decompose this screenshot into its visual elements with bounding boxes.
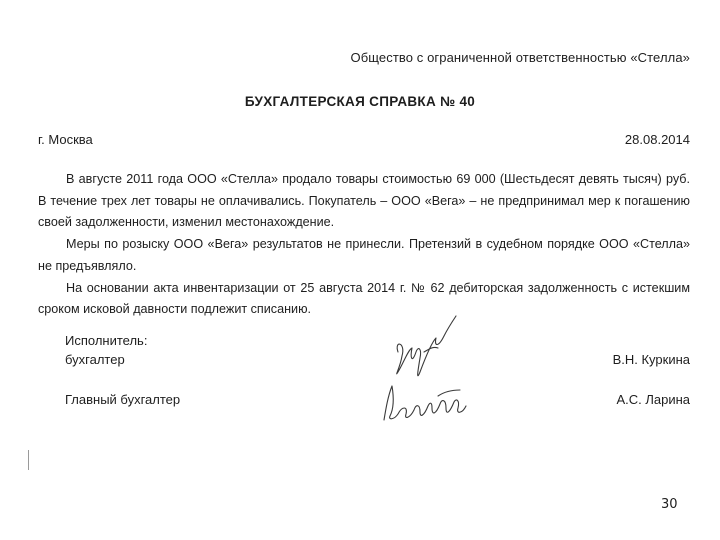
page-number: 30 [661,497,678,512]
document-date: 28.08.2014 [624,132,690,147]
executor-role: бухгалтер [65,352,125,367]
organization-name: Общество с ограниченной ответственностью «Стелла» [350,50,690,65]
chief-accountant-role: Главный бухгалтер [65,392,181,407]
margin-mark [28,450,29,470]
chief-accountant-name: А.С. Ларина [616,392,690,407]
executor-signature [388,312,468,384]
document-city: г. Москва [38,132,93,147]
document-title: БУХГАЛТЕРСКАЯ СПРАВКА № 40 [244,94,476,109]
paragraph: В августе 2011 года ООО «Стелла» продало товары стоимостью 69 000 (Шестьдесят девять тысяч) руб. В течение трех лет товары не оплачивались. Покупатель – ООО «Вега» – не предпринимал мер к погашению своей задолженности, изменил местонахождение. [38,172,690,230]
executor-heading: Исполнитель: [65,333,148,348]
chief-accountant-signature [380,376,470,426]
executor-name: В.Н. Куркина [612,352,690,367]
document-body [38,169,690,321]
paragraph: На основании акта инвентаризации от 25 августа 2014 г. № 62 дебиторская задолженность с истекшим сроком исковой давности подлежит списанию. [38,280,690,317]
paragraph: Меры по розыску ООО «Вега» результатов не принесли. Претензий в судебном порядке ООО «Стелла» не предъявляло. [38,237,690,273]
